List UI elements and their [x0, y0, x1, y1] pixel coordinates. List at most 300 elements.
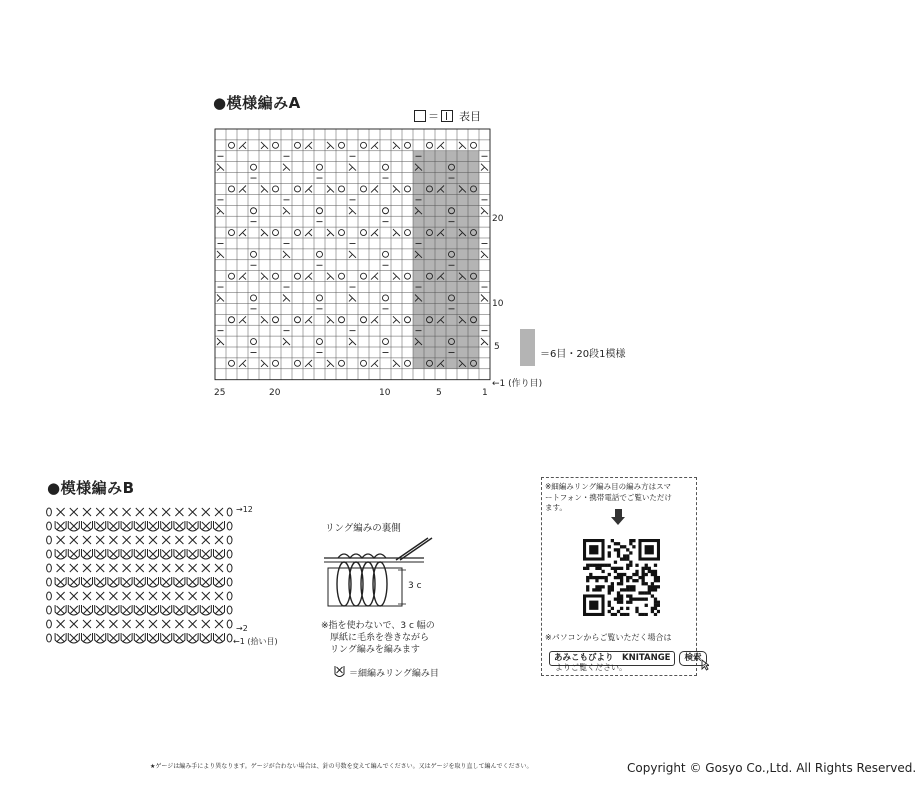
decrease-mark	[459, 142, 466, 149]
single-crochet-mark	[70, 578, 78, 586]
empty-cell-icon	[414, 110, 426, 122]
decrease-mark	[261, 273, 268, 280]
row-label-10: 10	[492, 299, 504, 309]
col-label-25: 25	[214, 388, 226, 398]
single-crochet-mark	[189, 578, 197, 586]
yarn-over-mark	[427, 142, 433, 148]
yarn-over-mark	[273, 273, 279, 279]
decrease-mark	[217, 207, 224, 214]
yarn-over-mark	[339, 317, 345, 323]
decrease-mark	[393, 316, 400, 323]
single-crochet-mark	[189, 522, 197, 530]
single-crochet-mark	[109, 592, 117, 600]
single-crochet-mark	[149, 536, 157, 544]
single-crochet-mark	[83, 606, 91, 614]
yarn-over-mark	[273, 360, 279, 366]
row-label-12: →12	[236, 505, 253, 514]
chain-mark	[47, 592, 52, 600]
chain-mark	[227, 536, 232, 544]
single-crochet-mark	[109, 522, 117, 530]
single-crochet-mark	[123, 592, 131, 600]
single-crochet-mark	[70, 522, 78, 530]
single-crochet-mark	[202, 592, 210, 600]
single-crochet-mark	[109, 550, 117, 558]
qr-text-line: ※細編みリング編み目の編み方はスマ	[545, 482, 671, 491]
single-crochet-mark	[149, 522, 157, 530]
single-crochet-mark	[189, 592, 197, 600]
col-label-1: 1	[482, 388, 488, 398]
single-crochet-mark	[202, 578, 210, 586]
search-term-box[interactable]: あみこもびより KNITANGE	[549, 651, 675, 666]
yarn-over-mark	[383, 251, 389, 257]
decrease-mark	[327, 186, 334, 193]
decrease-mark	[393, 360, 400, 367]
yarn-over-mark	[295, 186, 301, 192]
decrease-mark	[349, 295, 356, 302]
single-crochet-mark	[136, 564, 144, 572]
single-crochet-mark	[175, 578, 183, 586]
decrease-mark	[393, 273, 400, 280]
yarn-over-mark	[471, 142, 477, 148]
single-crochet-mark	[70, 606, 78, 614]
decrease-mark	[349, 338, 356, 345]
single-crochet-mark	[83, 564, 91, 572]
decrease-mark	[305, 360, 312, 367]
legend-equals: ＝	[428, 110, 439, 123]
single-crochet-mark	[96, 620, 104, 628]
single-crochet-mark	[215, 564, 223, 572]
decrease-mark	[261, 142, 268, 149]
decrease-mark	[371, 186, 378, 193]
row-label-20: 20	[492, 214, 504, 224]
chart-a-title: ●模様編みA	[213, 94, 301, 112]
single-crochet-mark	[175, 606, 183, 614]
single-crochet-mark	[83, 522, 91, 530]
single-crochet-mark	[149, 606, 157, 614]
single-crochet-mark	[123, 536, 131, 544]
yarn-over-mark	[361, 273, 367, 279]
single-crochet-mark	[96, 592, 104, 600]
single-crochet-mark	[83, 508, 91, 516]
single-crochet-mark	[202, 564, 210, 572]
ring-back-illustration	[318, 532, 438, 614]
decrease-mark	[217, 338, 224, 345]
chain-mark	[227, 620, 232, 628]
ring-title: リング編みの裏側	[325, 523, 401, 534]
single-crochet-mark	[96, 508, 104, 516]
single-crochet-mark	[136, 578, 144, 586]
single-crochet-mark	[202, 634, 210, 642]
copyright: Copyright © Gosyo Co.,Ltd. All Rights Reserved.	[627, 761, 917, 775]
single-crochet-mark	[123, 522, 131, 530]
yarn-over-mark	[273, 317, 279, 323]
yarn-over-mark	[361, 317, 367, 323]
chain-mark	[227, 564, 232, 572]
chain-mark	[47, 536, 52, 544]
single-crochet-mark	[162, 564, 170, 572]
single-crochet-mark	[70, 634, 78, 642]
qr-tail: よりご覧ください。	[555, 663, 627, 672]
single-crochet-mark	[202, 606, 210, 614]
chain-mark	[227, 634, 232, 642]
yarn-over-mark	[229, 142, 235, 148]
decrease-mark	[327, 142, 334, 149]
yarn-over-mark	[361, 142, 367, 148]
gauge-note: ★ゲージは編み手により異なります。ゲージが合わない場合は、針の号数を変えて編んでください。又はゲージを取り直して編んでください。	[150, 763, 533, 770]
ring-note-line: リング編みを編みます	[330, 645, 420, 655]
single-crochet-mark	[57, 634, 65, 642]
single-crochet-mark	[149, 508, 157, 516]
single-crochet-mark	[162, 606, 170, 614]
decrease-mark	[349, 164, 356, 171]
yarn-over-mark	[229, 230, 235, 236]
single-crochet-mark	[175, 536, 183, 544]
pc-note: ※パソコンからご覧いただく場合は	[545, 633, 672, 642]
decrease-mark	[261, 360, 268, 367]
decrease-mark	[371, 360, 378, 367]
decrease-mark	[371, 142, 378, 149]
repeat-label: ＝6目・20段1模様	[540, 349, 626, 360]
single-crochet-mark	[109, 634, 117, 642]
decrease-mark	[305, 186, 312, 193]
single-crochet-mark	[202, 550, 210, 558]
chain-mark	[47, 606, 52, 614]
decrease-mark	[283, 207, 290, 214]
single-crochet-mark	[70, 536, 78, 544]
yarn-over-mark	[295, 230, 301, 236]
decrease-mark	[239, 273, 246, 280]
decrease-mark	[393, 186, 400, 193]
decrease-mark	[371, 273, 378, 280]
single-crochet-mark	[109, 508, 117, 516]
single-crochet-mark	[162, 592, 170, 600]
yarn-over-mark	[405, 360, 411, 366]
yarn-over-mark	[361, 230, 367, 236]
single-crochet-mark	[123, 508, 131, 516]
decrease-mark	[481, 251, 488, 258]
decrease-mark	[283, 338, 290, 345]
single-crochet-mark	[57, 522, 65, 530]
single-crochet-mark	[96, 536, 104, 544]
decrease-mark	[437, 142, 444, 149]
decrease-mark	[327, 360, 334, 367]
single-crochet-mark	[189, 550, 197, 558]
yarn-over-mark	[273, 230, 279, 236]
decrease-mark	[217, 164, 224, 171]
decrease-mark	[239, 186, 246, 193]
single-crochet-mark	[136, 508, 144, 516]
single-crochet-mark	[162, 634, 170, 642]
decrease-mark	[283, 295, 290, 302]
yarn-over-mark	[339, 360, 345, 366]
yarn-over-mark	[251, 251, 257, 257]
single-crochet-mark	[215, 508, 223, 516]
single-crochet-mark	[215, 634, 223, 642]
chain-mark	[47, 522, 52, 530]
col-label-10: 10	[379, 388, 391, 398]
single-crochet-mark	[149, 578, 157, 586]
single-crochet-mark	[189, 620, 197, 628]
single-crochet-mark	[109, 564, 117, 572]
qr-text-line: ートフォン・携帯電話でご覧いただけ	[545, 492, 672, 502]
single-crochet-mark	[175, 508, 183, 516]
ring-stitch-symbol-icon	[333, 663, 346, 679]
yarn-over-mark	[229, 186, 235, 192]
single-crochet-mark	[57, 550, 65, 558]
single-crochet-mark	[162, 522, 170, 530]
decrease-mark	[327, 273, 334, 280]
yarn-over-mark	[361, 360, 367, 366]
yarn-over-mark	[295, 273, 301, 279]
single-crochet-mark	[175, 564, 183, 572]
chain-mark	[47, 508, 52, 516]
chain-mark	[47, 578, 52, 586]
qr-code[interactable]	[583, 539, 660, 616]
decrease-mark	[283, 164, 290, 171]
single-crochet-mark	[123, 578, 131, 586]
yarn-over-mark	[317, 208, 323, 214]
yarn-over-mark	[317, 251, 323, 257]
row-label-2: →2	[236, 624, 248, 633]
single-crochet-mark	[189, 606, 197, 614]
decrease-mark	[217, 295, 224, 302]
single-crochet-mark	[70, 592, 78, 600]
decrease-mark	[327, 229, 334, 236]
single-crochet-mark	[175, 550, 183, 558]
single-crochet-mark	[83, 550, 91, 558]
decrease-mark	[481, 207, 488, 214]
decrease-mark	[239, 229, 246, 236]
yarn-over-mark	[405, 186, 411, 192]
decrease-mark	[481, 295, 488, 302]
single-crochet-mark	[189, 564, 197, 572]
decrease-mark	[261, 229, 268, 236]
single-crochet-mark	[136, 550, 144, 558]
yarn-over-mark	[251, 164, 257, 170]
single-crochet-mark	[109, 606, 117, 614]
chart-a-grid	[210, 125, 510, 385]
single-crochet-mark	[162, 536, 170, 544]
decrease-mark	[305, 229, 312, 236]
decrease-mark	[283, 251, 290, 258]
yarn-over-mark	[339, 230, 345, 236]
chain-mark	[227, 522, 232, 530]
single-crochet-mark	[215, 606, 223, 614]
single-crochet-mark	[215, 578, 223, 586]
single-crochet-mark	[202, 536, 210, 544]
yarn-over-mark	[273, 186, 279, 192]
single-crochet-mark	[57, 606, 65, 614]
single-crochet-mark	[96, 564, 104, 572]
single-crochet-mark	[136, 606, 144, 614]
single-crochet-mark	[175, 592, 183, 600]
single-crochet-mark	[162, 550, 170, 558]
chain-mark	[227, 578, 232, 586]
single-crochet-mark	[215, 522, 223, 530]
ring-dimension: 3 c	[408, 581, 422, 591]
single-crochet-mark	[149, 620, 157, 628]
single-crochet-mark	[83, 592, 91, 600]
yarn-over-mark	[251, 295, 257, 301]
yarn-over-mark	[317, 295, 323, 301]
single-crochet-mark	[57, 508, 65, 516]
decrease-mark	[393, 142, 400, 149]
single-crochet-mark	[83, 578, 91, 586]
single-crochet-mark	[70, 620, 78, 628]
single-crochet-mark	[189, 508, 197, 516]
ring-note-line: ※指を使わないで、3 c 幅の	[321, 621, 435, 631]
ring-note	[321, 620, 435, 656]
yarn-over-mark	[339, 142, 345, 148]
chain-mark	[227, 508, 232, 516]
yarn-over-mark	[383, 339, 389, 345]
single-crochet-mark	[123, 620, 131, 628]
single-crochet-mark	[109, 536, 117, 544]
single-crochet-mark	[136, 634, 144, 642]
single-crochet-mark	[57, 620, 65, 628]
single-crochet-mark	[136, 620, 144, 628]
yarn-over-mark	[383, 164, 389, 170]
single-crochet-mark	[83, 634, 91, 642]
yarn-over-mark	[295, 317, 301, 323]
single-crochet-mark	[215, 550, 223, 558]
single-crochet-mark	[136, 592, 144, 600]
row-label-5: 5	[494, 342, 500, 352]
decrease-mark	[371, 316, 378, 323]
yarn-over-mark	[229, 360, 235, 366]
single-crochet-mark	[202, 508, 210, 516]
chain-mark	[47, 550, 52, 558]
single-crochet-mark	[57, 592, 65, 600]
row-label-1: ←1 (拾い目)	[233, 637, 278, 646]
single-crochet-mark	[136, 522, 144, 530]
col-label-5: 5	[436, 388, 442, 398]
col-label-20: 20	[269, 388, 281, 398]
chain-mark	[227, 606, 232, 614]
legend-knit-label: 表目	[459, 110, 481, 123]
chart-a-legend	[414, 108, 481, 124]
single-crochet-mark	[123, 550, 131, 558]
single-crochet-mark	[96, 606, 104, 614]
decrease-mark	[305, 316, 312, 323]
single-crochet-mark	[83, 620, 91, 628]
yarn-over-mark	[317, 164, 323, 170]
decrease-mark	[349, 251, 356, 258]
single-crochet-mark	[149, 550, 157, 558]
decrease-mark	[217, 251, 224, 258]
chain-mark	[47, 620, 52, 628]
yarn-over-mark	[405, 317, 411, 323]
yarn-over-mark	[383, 295, 389, 301]
yarn-over-mark	[251, 208, 257, 214]
chain-mark	[47, 634, 52, 642]
single-crochet-mark	[96, 550, 104, 558]
yarn-over-mark	[405, 230, 411, 236]
chain-mark	[227, 592, 232, 600]
decrease-mark	[261, 186, 268, 193]
decrease-mark	[481, 338, 488, 345]
single-crochet-mark	[215, 620, 223, 628]
chain-mark	[227, 550, 232, 558]
ring-note-line: 厚紙に毛糸を巻きながら	[330, 633, 430, 643]
yarn-over-mark	[405, 273, 411, 279]
decrease-mark	[305, 273, 312, 280]
yarn-over-mark	[295, 360, 301, 366]
chart-b-title: ●模様編みB	[47, 479, 135, 497]
single-crochet-mark	[109, 620, 117, 628]
decrease-mark	[239, 360, 246, 367]
single-crochet-mark	[215, 536, 223, 544]
decrease-mark	[261, 316, 268, 323]
single-crochet-mark	[123, 564, 131, 572]
yarn-over-mark	[317, 339, 323, 345]
chain-mark	[47, 564, 52, 572]
single-crochet-mark	[162, 620, 170, 628]
decrease-mark	[481, 164, 488, 171]
decrease-mark	[349, 207, 356, 214]
search-button[interactable]	[679, 651, 706, 666]
single-crochet-mark	[189, 536, 197, 544]
yarn-over-mark	[273, 142, 279, 148]
yarn-over-mark	[383, 208, 389, 214]
single-crochet-mark	[70, 508, 78, 516]
single-crochet-mark	[123, 606, 131, 614]
yarn-over-mark	[339, 273, 345, 279]
single-crochet-mark	[123, 634, 131, 642]
single-crochet-mark	[149, 634, 157, 642]
single-crochet-mark	[96, 634, 104, 642]
ring-symbol-label: ＝細編みリング編み目	[349, 669, 439, 679]
yarn-over-mark	[295, 142, 301, 148]
single-crochet-mark	[162, 578, 170, 586]
chart-b-diagram	[44, 502, 250, 648]
single-crochet-mark	[57, 578, 65, 586]
single-crochet-mark	[215, 592, 223, 600]
yarn-over-mark	[229, 317, 235, 323]
single-crochet-mark	[96, 522, 104, 530]
single-crochet-mark	[202, 522, 210, 530]
decrease-mark	[327, 316, 334, 323]
single-crochet-mark	[109, 578, 117, 586]
decrease-mark	[371, 229, 378, 236]
single-crochet-mark	[70, 564, 78, 572]
start-row-label: ←1 (作り目)	[492, 379, 543, 389]
decrease-mark	[305, 142, 312, 149]
yarn-over-mark	[361, 186, 367, 192]
single-crochet-mark	[149, 564, 157, 572]
single-crochet-mark	[70, 550, 78, 558]
decrease-mark	[239, 316, 246, 323]
repeat-swatch	[520, 329, 535, 366]
single-crochet-mark	[57, 564, 65, 572]
single-crochet-mark	[136, 536, 144, 544]
yarn-over-mark	[339, 186, 345, 192]
yarn-over-mark	[229, 273, 235, 279]
single-crochet-mark	[57, 536, 65, 544]
yarn-over-mark	[251, 339, 257, 345]
single-crochet-mark	[175, 522, 183, 530]
knit-stitch-icon	[441, 110, 453, 122]
single-crochet-mark	[83, 536, 91, 544]
single-crochet-mark	[162, 508, 170, 516]
single-crochet-mark	[189, 634, 197, 642]
decrease-mark	[393, 229, 400, 236]
single-crochet-mark	[175, 620, 183, 628]
yarn-over-mark	[405, 142, 411, 148]
search-button-label: 検索	[684, 652, 702, 663]
single-crochet-mark	[202, 620, 210, 628]
single-crochet-mark	[175, 634, 183, 642]
